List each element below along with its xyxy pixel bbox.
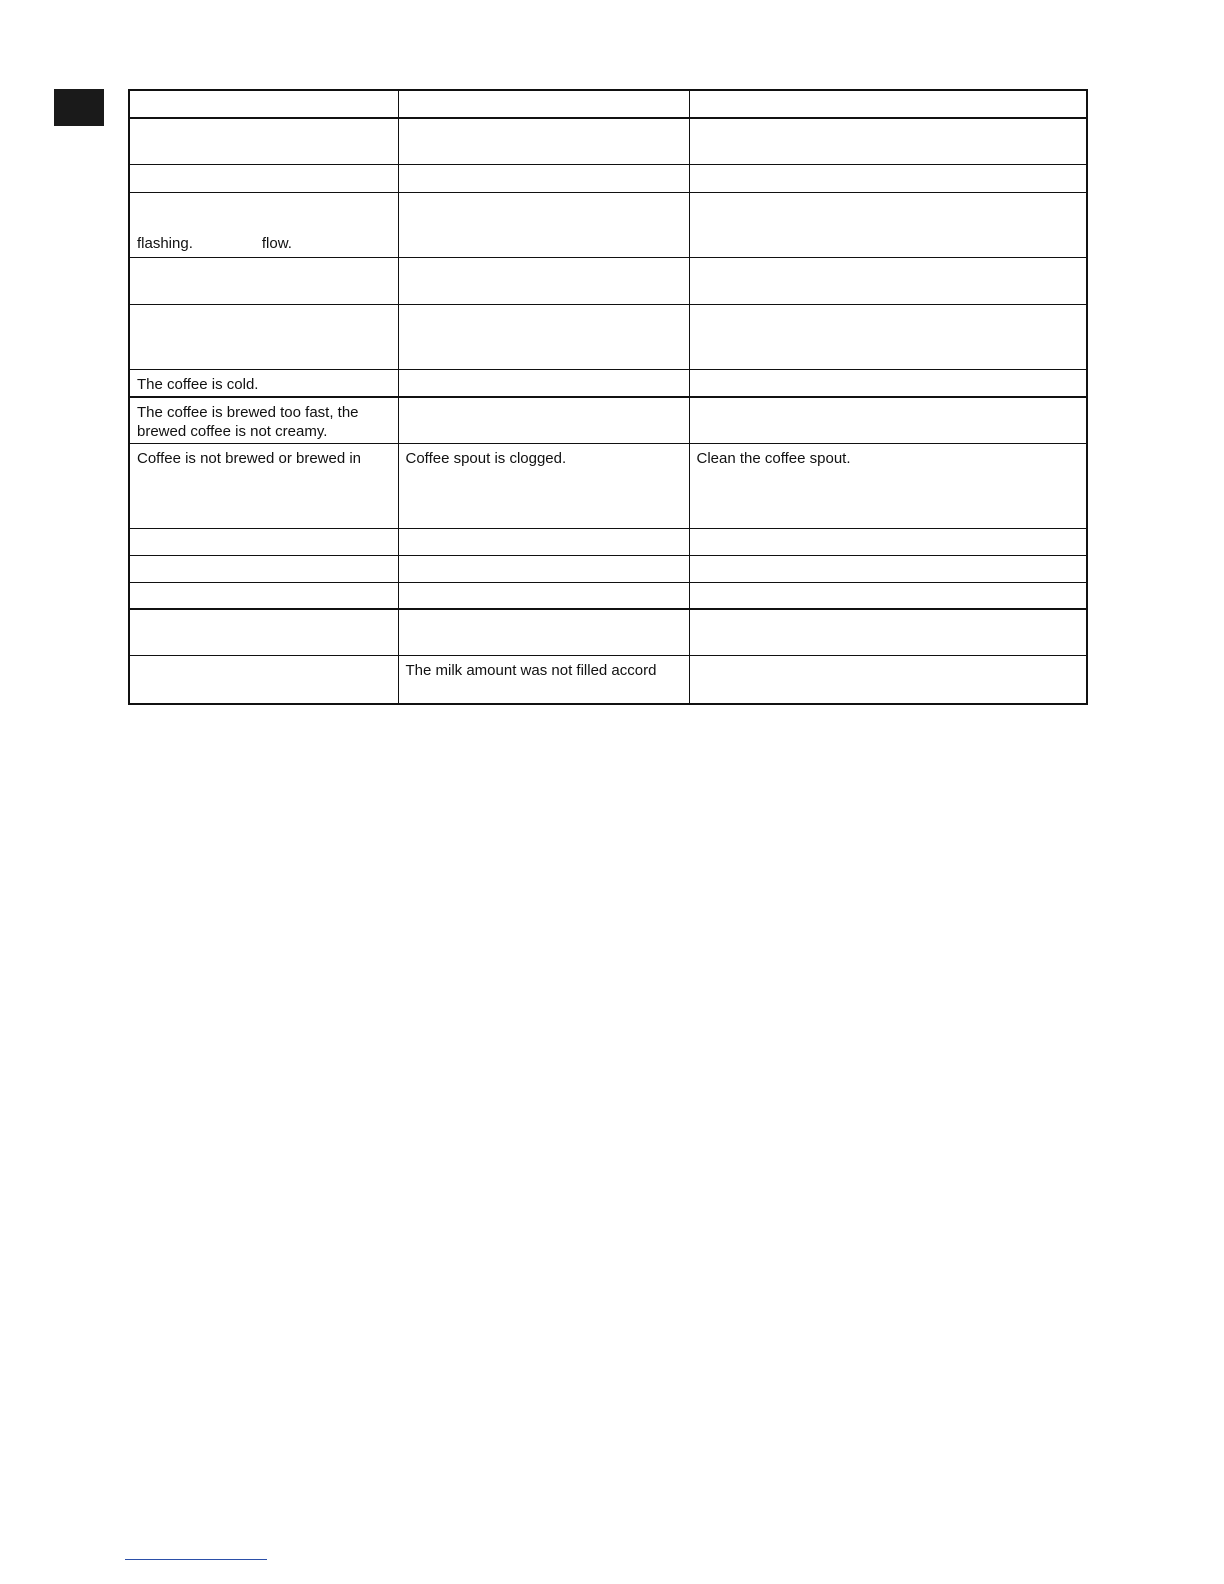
table-cell-cause — [398, 192, 689, 257]
table-cell-problem: The coffee is brewed too fast, the brewed coffee is not creamy. — [129, 397, 398, 443]
table-cell-cause — [398, 257, 689, 304]
table-cell-cause: The milk amount was not filled accord — [398, 655, 689, 704]
table-cell-problem — [129, 555, 398, 582]
table-row — [129, 582, 1087, 609]
table-cell-problem — [129, 655, 398, 704]
table-cell-cause — [398, 90, 689, 118]
table-cell-problem — [129, 609, 398, 655]
table-cell-problem: Coffee is not brewed or brewed in — [129, 443, 398, 528]
table-cell-cause — [398, 528, 689, 555]
footer-rule — [125, 1559, 267, 1560]
problem-text-flow: flow. — [261, 234, 292, 252]
table-cell-cause — [398, 582, 689, 609]
table-row — [129, 655, 1087, 704]
table-cell-problem — [129, 257, 398, 304]
table-cell-solution — [689, 369, 1087, 397]
language-tab-marker — [54, 89, 104, 126]
table-cell-solution — [689, 655, 1087, 704]
table-cell-problem — [129, 304, 398, 369]
table-cell-cause — [398, 369, 689, 397]
table-cell-cause — [398, 164, 689, 192]
table-cell-solution — [689, 555, 1087, 582]
table-cell-solution — [689, 304, 1087, 369]
problem-text-flashing: flashing. — [137, 234, 193, 252]
table-cell-problem — [129, 118, 398, 164]
table-row — [129, 528, 1087, 555]
troubleshooting-table — [128, 89, 1088, 705]
table-cell-problem — [129, 90, 398, 118]
table-cell-solution — [689, 118, 1087, 164]
table-cell-solution — [689, 164, 1087, 192]
table-cell-solution — [689, 609, 1087, 655]
table-cell-solution — [689, 257, 1087, 304]
table-row — [129, 609, 1087, 655]
table-row — [129, 443, 1087, 528]
table-cell-cause — [398, 397, 689, 443]
table-row — [129, 90, 1087, 118]
table-cell-problem — [129, 192, 398, 257]
table-cell-solution — [689, 397, 1087, 443]
table-cell-solution: Clean the coffee spout. — [689, 443, 1087, 528]
table-row — [129, 192, 1087, 257]
table-cell-solution — [689, 90, 1087, 118]
table-row — [129, 118, 1087, 164]
table-row — [129, 555, 1087, 582]
table-cell-problem — [129, 164, 398, 192]
table-row — [129, 257, 1087, 304]
table-cell-cause — [398, 118, 689, 164]
table-row — [129, 397, 1087, 443]
table-row — [129, 304, 1087, 369]
table-cell-cause — [398, 609, 689, 655]
table-cell-cause — [398, 304, 689, 369]
table-cell-solution — [689, 582, 1087, 609]
table-row — [129, 164, 1087, 192]
table-row — [129, 369, 1087, 397]
table-cell-cause: Coffee spout is clogged. — [398, 443, 689, 528]
table-cell-problem — [129, 582, 398, 609]
table-cell-solution — [689, 192, 1087, 257]
table-cell-cause — [398, 555, 689, 582]
table-cell-problem: The coffee is cold. — [129, 369, 398, 397]
table-cell-solution — [689, 528, 1087, 555]
table-cell-problem — [129, 528, 398, 555]
